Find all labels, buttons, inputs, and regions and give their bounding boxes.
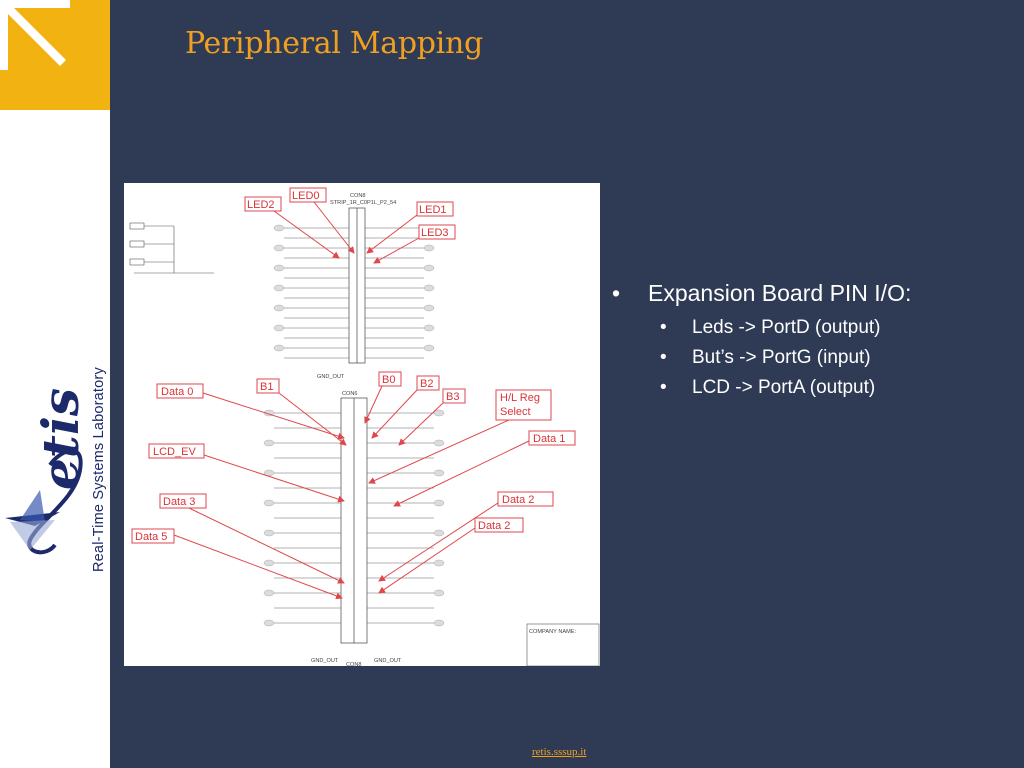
callout-b0-label: B0 [382,374,396,386]
callout-data2-upper [379,492,553,581]
callout-data1-label: Data 1 [533,433,566,445]
callout-b3 [399,389,465,445]
company-name-label: COMPANY NAME: [529,629,577,635]
callout-b3-label: B3 [446,391,460,403]
connector-top-part: STRIP_1R_C0P1L_P2_54 [330,200,397,206]
callout-data0 [157,384,344,438]
callout-hl-reg-label: H/L Reg [500,392,540,404]
callout-lcd-ev-label: LCD_EV [153,446,196,458]
callout-data3-label: Data 3 [163,496,196,508]
callout-hl-reg-select [369,390,551,483]
bullet-heading [612,280,911,307]
bullet-item-lcd [612,377,911,399]
bullet-marker: • [660,347,667,368]
callout-data0-label: Data 0 [161,386,194,398]
callout-b1-label: B1 [260,381,274,393]
gnd-label-3: GND_OUT [374,658,402,664]
callout-data5 [132,529,342,598]
callout-led0-label: LED0 [292,190,320,202]
callout-led2 [245,197,339,258]
callout-led2-label: LED2 [247,199,275,211]
schematic-drawing [124,183,600,666]
callout-data2-lower [379,518,523,593]
connector-top-label: CON8 [350,193,366,199]
bullet-marker: • [660,377,667,398]
callout-b0 [365,372,401,423]
slide-title: Peripheral Mapping [185,26,483,61]
schematic-image [124,183,600,666]
callout-data3 [160,494,344,583]
bullet-list [612,280,911,407]
callout-data5-label: Data 5 [135,531,168,543]
bullet-item-leds [612,317,911,339]
connector-mid-label: CON6 [342,391,358,397]
corner-arrow-logo [0,0,110,110]
callout-hl-select-label: Select [500,406,531,418]
gnd-label-1: GND_OUT [317,374,345,380]
callout-led3-label: LED3 [421,227,449,239]
bullet-item-text: But’s -> PortG (input) [692,347,871,368]
bullet-item-text: Leds -> PortD (output) [692,317,881,338]
bullet-marker: • [612,280,621,306]
bullet-marker: • [660,317,667,338]
gnd-label-2: GND_OUT [311,658,339,664]
callout-led1-label: LED1 [419,204,447,216]
bullet-item-buttons [612,347,911,369]
footer-link[interactable]: retis.sssup.it [532,746,587,758]
svg-text:etis: etis [31,387,90,490]
sidebar [0,0,110,768]
callout-lcd-ev [149,444,344,501]
callout-led0 [290,188,354,253]
logo-tagline: Real-Time Systems Laboratory [91,367,107,572]
callout-data2a-label: Data 2 [502,494,535,506]
bullet-item-text: LCD -> PortA (output) [692,377,876,398]
callout-data2b-label: Data 2 [478,520,511,532]
callout-b2-label: B2 [420,378,434,390]
connector-bottom-label: CON8 [346,662,362,666]
callout-led3 [374,225,455,263]
bullet-heading-text: Expansion Board PIN I/O: [648,280,912,306]
